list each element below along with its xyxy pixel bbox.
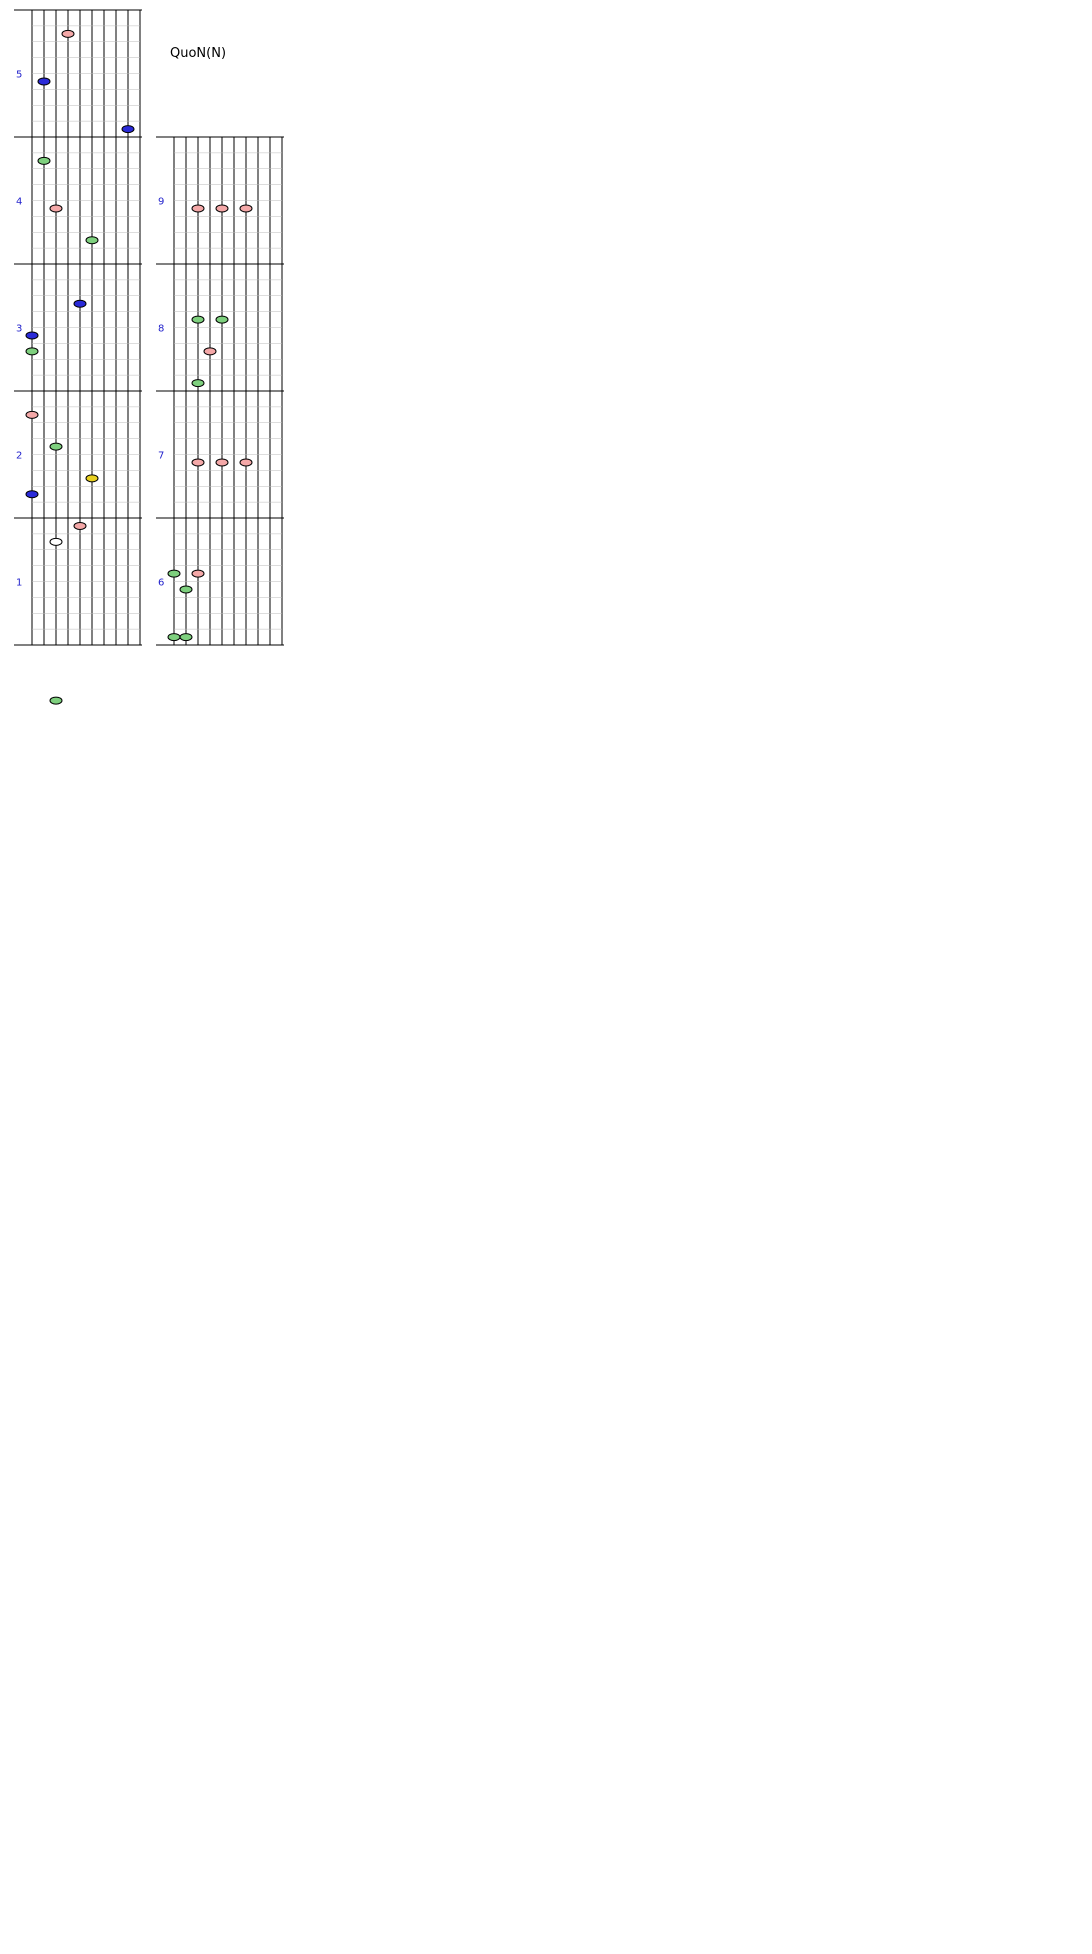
measure-number: 1 (16, 577, 23, 589)
note-head (192, 205, 204, 212)
note-head (86, 237, 98, 244)
note-head (38, 157, 50, 164)
note-head (240, 205, 252, 212)
note-head (86, 475, 98, 482)
note-head (180, 586, 192, 593)
note-head (192, 570, 204, 577)
note-head (192, 459, 204, 466)
measure-number: 4 (16, 196, 23, 208)
note-head (50, 443, 62, 450)
note-head (50, 538, 62, 545)
measure-number: 8 (158, 323, 165, 335)
measure-number: 7 (158, 450, 165, 462)
measure-number: 3 (16, 323, 23, 335)
measure-number: 6 (158, 577, 165, 589)
note-head (26, 491, 38, 498)
note-head (192, 380, 204, 387)
note-head (168, 634, 180, 641)
note-head (38, 78, 50, 85)
note-head (240, 459, 252, 466)
note-head (216, 205, 228, 212)
score-title: QuoN(N) (170, 46, 227, 61)
note-head (192, 316, 204, 323)
note-head (50, 205, 62, 212)
note-head (122, 126, 134, 133)
note-head (180, 634, 192, 641)
note-head (74, 522, 86, 529)
note-head (26, 411, 38, 418)
note-head (204, 348, 216, 355)
note-head (168, 570, 180, 577)
note-head (216, 316, 228, 323)
note-head (26, 332, 38, 339)
note-head (50, 697, 62, 704)
measure-number: 9 (158, 196, 165, 208)
note-head (74, 300, 86, 307)
measure-number: 5 (16, 69, 23, 81)
measure-number: 2 (16, 450, 23, 462)
note-head (216, 459, 228, 466)
note-head (26, 348, 38, 355)
note-head (62, 30, 74, 37)
